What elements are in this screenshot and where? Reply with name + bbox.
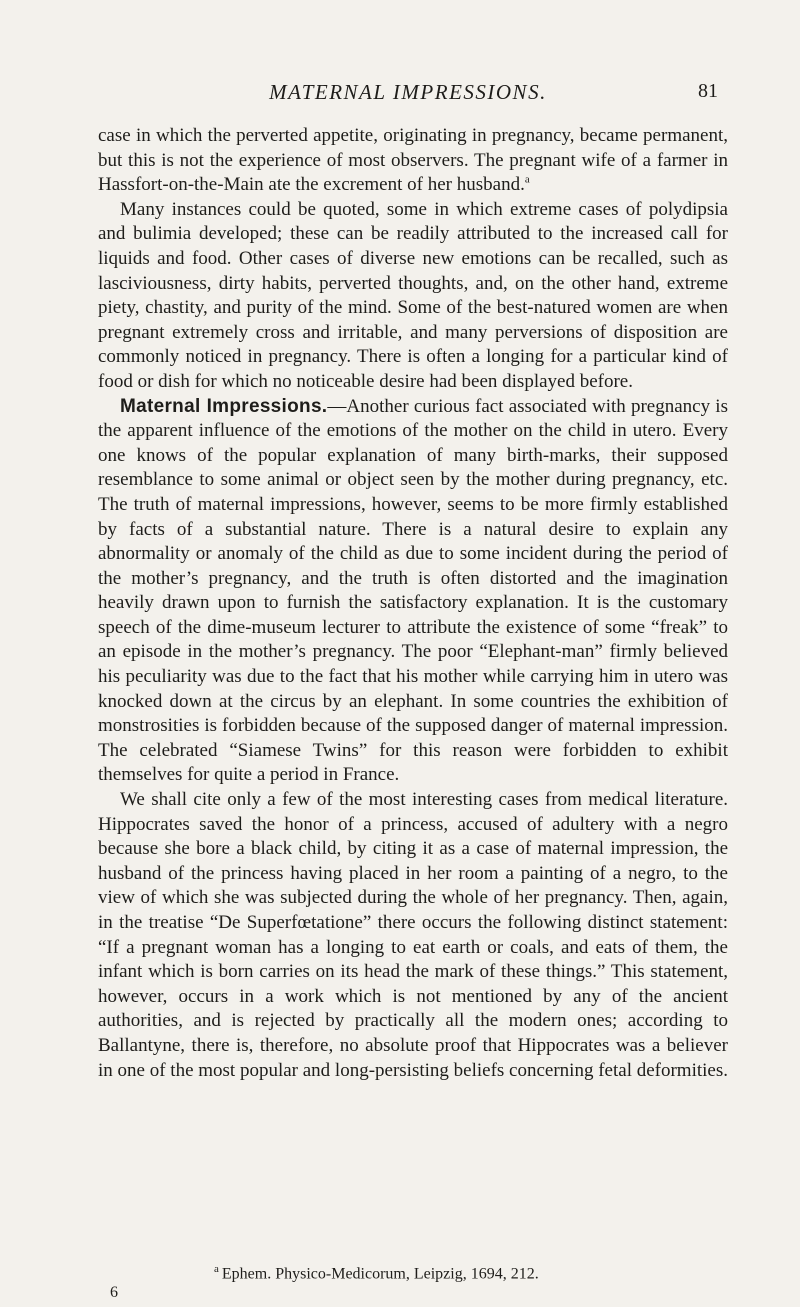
- body-text: [98, 124, 728, 1083]
- footnote-letter: a: [214, 1263, 219, 1275]
- paragraph: [98, 198, 728, 395]
- paragraph-text: —Another curious fact associated with pregnancy is the apparent influence of the emotions of the mother on the child in utero. Every one knows of the popular explanation of many birth-marks, their supposed resemblance to some animal or object seen by the mother during pregnancy, etc. The truth of maternal impressions, however, seems to be more firmly established by facts of a substantial nature. There is a natural desire to explain any abnormality or anomaly of the child as due to some incident during the period of the mother’s pregnancy, and the truth is often distorted and the imagination heavily drawn upon to furnish the satisfactory explanation. It is the customary speech of the dime-museum lecturer to attribute the existence of some “freak” to an episode in the mother’s pregnancy. The poor “Elephant-man” firmly believed his peculiarity was due to the fact that his mother while carrying him in utero was knocked down at the circus by an elephant. In some countries the exhibition of monstrosities is forbidden because of the supposed danger of maternal impression. The celebrated “Siamese Twins” for this reason were forbidden to exhibit themselves for quite a period in France.: [98, 395, 728, 786]
- paragraph: [98, 788, 728, 1083]
- footnote: [214, 1263, 539, 1283]
- paragraph-text: case in which the perverted appetite, originating in pregnancy, became permanent, but this is not the experience of most observers. The pregnant wife of a farmer in Hassfort-on-the-Main ate the excrement of her husband.: [98, 125, 728, 196]
- paragraph-continuation: [98, 124, 728, 198]
- signature-mark: 6: [110, 1284, 118, 1301]
- footnote-text: Ephem. Physico-Medicorum, Leipzig, 1694, 212.: [221, 1265, 539, 1283]
- running-head: [98, 80, 718, 108]
- paragraph-text: Many instances could be quoted, some in which extreme cases of polydipsia and bulimia developed; these can be readily attributed to the increased call for liquids and food. Other cases of diverse new emotions can be recalled, such as lasciviousness, dirty habits, perverted thoughts, and, on the other hand, extreme piety, chastity, and purity of the mind. Some of the best-natured women are when pregnant extremely cross and irritable, and many perversions of disposition are commonly noticed in pregnancy. There is often a longing for a particular kind of food or dish for which no noticeable desire had been displayed before.: [98, 198, 728, 392]
- running-title: MATERNAL IMPRESSIONS.: [269, 80, 547, 104]
- section-heading: Maternal Impressions.: [120, 395, 328, 417]
- page-number: 81: [698, 80, 718, 102]
- paragraph-text: We shall cite only a few of the most interesting cases from medical literature. Hippocrates saved the honor of a princess, accused of adultery with a negro because she bore a black child, by citing it as a case of maternal impression, the husband of the princess having placed in her room a painting of a negro, to the view of which she was subjected during the whole of her pregnancy. Then, again, in the treatise “De Superfœtatione” there occurs the following distinct statement: “If a pregnant woman has a longing to eat earth or coals, and eats of them, the infant which is born carries on its head the mark of these things.” This statement, however, occurs in a work which is not mentioned by any of the ancient authorities, and is rejected by practically all the modern ones; according to Ballantyne, there is, therefore, no absolute proof that Hippocrates was a believer in one of the most popular and long-persisting beliefs concerning fetal deformities.: [98, 789, 728, 1081]
- paragraph-section-start: [98, 395, 728, 789]
- footnote-reference: a: [524, 173, 530, 186]
